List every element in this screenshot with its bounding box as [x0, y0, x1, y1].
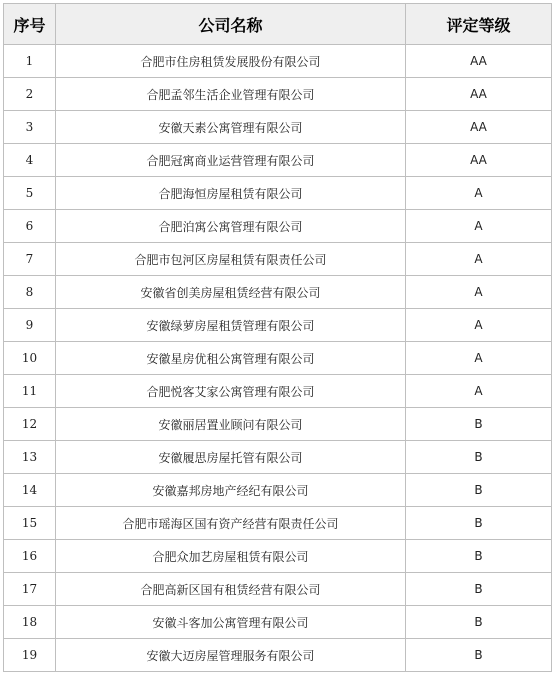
cell-company-name: 安徽天素公寓管理有限公司	[56, 111, 406, 144]
cell-serial: 2	[4, 78, 56, 111]
table-row	[4, 573, 552, 606]
company-rating-table	[3, 3, 552, 672]
cell-serial: 8	[4, 276, 56, 309]
table-row	[4, 210, 552, 243]
cell-company-name: 安徽星房优租公寓管理有限公司	[56, 342, 406, 375]
cell-rating: B	[406, 474, 552, 507]
cell-serial: 19	[4, 639, 56, 672]
cell-rating: A	[406, 276, 552, 309]
cell-serial: 9	[4, 309, 56, 342]
table-body	[4, 45, 552, 672]
cell-company-name: 安徽嘉邦房地产经纪有限公司	[56, 474, 406, 507]
cell-rating: A	[406, 309, 552, 342]
table-row	[4, 276, 552, 309]
cell-rating: B	[406, 606, 552, 639]
cell-serial: 4	[4, 144, 56, 177]
table-row	[4, 342, 552, 375]
cell-serial: 12	[4, 408, 56, 441]
cell-company-name: 合肥市包河区房屋租赁有限责任公司	[56, 243, 406, 276]
table-row	[4, 606, 552, 639]
cell-serial: 1	[4, 45, 56, 78]
cell-company-name: 合肥泊寓公寓管理有限公司	[56, 210, 406, 243]
cell-rating: A	[406, 177, 552, 210]
cell-serial: 7	[4, 243, 56, 276]
cell-rating: B	[406, 573, 552, 606]
cell-company-name: 安徽绿萝房屋租赁管理有限公司	[56, 309, 406, 342]
cell-rating: AA	[406, 111, 552, 144]
cell-company-name: 合肥孟邻生活企业管理有限公司	[56, 78, 406, 111]
table-header	[4, 4, 552, 45]
cell-company-name: 合肥市住房租赁发展股份有限公司	[56, 45, 406, 78]
header-company-name: 公司名称	[56, 4, 406, 45]
header-rating: 评定等级	[406, 4, 552, 45]
cell-rating: B	[406, 639, 552, 672]
table-row	[4, 507, 552, 540]
cell-rating: B	[406, 540, 552, 573]
cell-company-name: 合肥众加艺房屋租赁有限公司	[56, 540, 406, 573]
table-row	[4, 45, 552, 78]
table-row	[4, 639, 552, 672]
cell-rating: B	[406, 408, 552, 441]
cell-company-name: 合肥海恒房屋租赁有限公司	[56, 177, 406, 210]
cell-rating: A	[406, 375, 552, 408]
header-serial: 序号	[4, 4, 56, 45]
cell-company-name: 安徽大迈房屋管理服务有限公司	[56, 639, 406, 672]
cell-serial: 10	[4, 342, 56, 375]
cell-company-name: 合肥悦客艾家公寓管理有限公司	[56, 375, 406, 408]
cell-company-name: 安徽省创美房屋租赁经营有限公司	[56, 276, 406, 309]
table-row	[4, 111, 552, 144]
cell-serial: 16	[4, 540, 56, 573]
cell-serial: 3	[4, 111, 56, 144]
cell-rating: B	[406, 507, 552, 540]
cell-company-name: 合肥冠寓商业运营管理有限公司	[56, 144, 406, 177]
cell-rating: A	[406, 210, 552, 243]
cell-serial: 6	[4, 210, 56, 243]
cell-company-name: 安徽丽居置业顾问有限公司	[56, 408, 406, 441]
cell-serial: 13	[4, 441, 56, 474]
table-row	[4, 540, 552, 573]
cell-rating: B	[406, 441, 552, 474]
header-row	[4, 4, 552, 45]
cell-rating: A	[406, 243, 552, 276]
cell-company-name: 安徽履思房屋托管有限公司	[56, 441, 406, 474]
table-row	[4, 243, 552, 276]
table-row	[4, 144, 552, 177]
cell-rating: AA	[406, 45, 552, 78]
cell-rating: A	[406, 342, 552, 375]
cell-serial: 11	[4, 375, 56, 408]
cell-company-name: 安徽斗客加公寓管理有限公司	[56, 606, 406, 639]
cell-rating: AA	[406, 78, 552, 111]
cell-serial: 15	[4, 507, 56, 540]
table-row	[4, 309, 552, 342]
cell-serial: 14	[4, 474, 56, 507]
table-row	[4, 474, 552, 507]
cell-company-name: 合肥高新区国有租赁经营有限公司	[56, 573, 406, 606]
cell-serial: 18	[4, 606, 56, 639]
table-row	[4, 408, 552, 441]
cell-serial: 17	[4, 573, 56, 606]
cell-serial: 5	[4, 177, 56, 210]
cell-rating: AA	[406, 144, 552, 177]
table-row	[4, 441, 552, 474]
table-row	[4, 375, 552, 408]
cell-company-name: 合肥市瑶海区国有资产经营有限责任公司	[56, 507, 406, 540]
table-row	[4, 78, 552, 111]
table-row	[4, 177, 552, 210]
